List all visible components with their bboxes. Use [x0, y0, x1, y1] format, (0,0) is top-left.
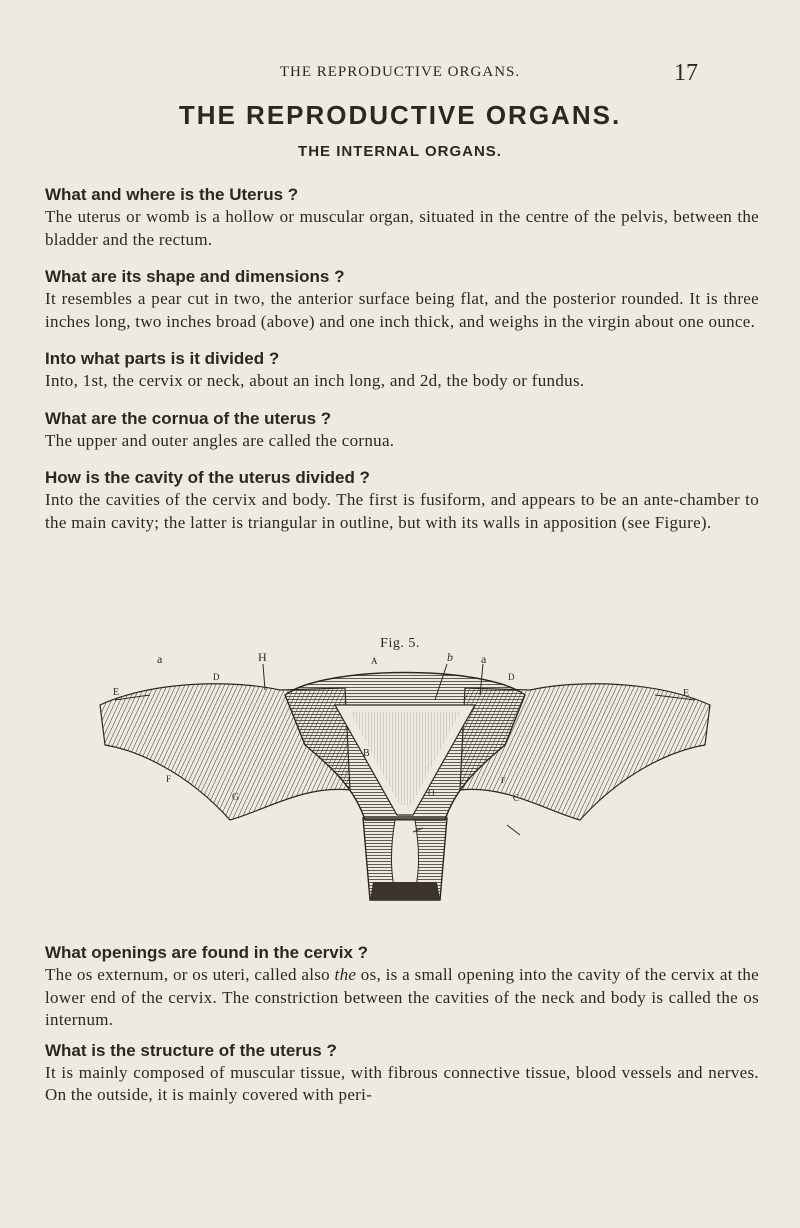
- uterus-diagram: [95, 650, 715, 920]
- fig-label-a-right: a: [481, 652, 487, 666]
- question: What are its shape and dimensions ?: [45, 267, 345, 286]
- fig-label-e-left: E: [113, 687, 120, 698]
- fig-label-f-right: F: [501, 776, 506, 785]
- fig-label-g-left: G: [232, 792, 240, 803]
- answer: [45, 964, 759, 1032]
- answer: Into the cavities of the cervix and body. The first is fusiform, and appears to be an ante-chamber to the main cavity; the latter is triangular in outline, but with its walls in apposition (see Figure).: [45, 490, 759, 532]
- answer-emphasis: the: [334, 965, 357, 984]
- fig-label-c: C: [513, 793, 520, 803]
- running-head: [100, 60, 700, 86]
- answer: The uterus or womb is a hollow or muscular organ, situated in the centre of the pelvis, between the bladder and the rectum.: [45, 207, 759, 249]
- page-number: 17: [674, 60, 698, 86]
- question: What are the cornua of the uterus ?: [45, 408, 332, 428]
- fig-label-d-right: D: [508, 672, 515, 682]
- question: What openings are found in the cervix ?: [45, 943, 369, 962]
- pointer-line: [507, 825, 520, 835]
- os-externum: [370, 882, 440, 900]
- answer: Into, 1st, the cervix or neck, about an inch long, and 2d, the body or fundus.: [45, 371, 585, 390]
- fig-label-f-left: F: [166, 774, 172, 784]
- uterus-illustration: [95, 650, 715, 920]
- fig-label-e-right: E: [683, 688, 690, 699]
- answer-part: os, is a small opening into the cavity of the cervix at the lower end of the cervix. The constriction between the cavities of the neck and body is called the os internum.: [45, 965, 759, 1029]
- question: Into what parts is it divided ?: [45, 349, 280, 368]
- text-block-upper: [45, 184, 759, 534]
- pointer-line: [263, 664, 265, 690]
- answer-part: The os externum, or os uteri, called also: [45, 965, 335, 984]
- figure-caption: Fig. 5.: [380, 636, 420, 651]
- question: What and where is the Uterus ?: [45, 185, 299, 204]
- fig-label-b-cavity: B: [363, 748, 370, 759]
- question: How is the cavity of the uterus divided ?: [45, 468, 370, 487]
- question: What is the structure of the uterus ?: [45, 1040, 337, 1060]
- answer: It resembles a pear cut in two, the anterior surface being flat, and the posterior rounded. It is three inches long, two inches broad (above) and one inch thick, and weighs in the virgin about one ounce.: [45, 289, 759, 331]
- answer: It is mainly composed of muscular tissue, with fibrous connective tissue, blood vessels and nerves. On the outside, it is mainly covered with peri-: [45, 1062, 759, 1104]
- fig-label-h: H: [258, 650, 267, 664]
- answer: The upper and outer angles are called the cornua.: [45, 430, 395, 450]
- text-block-lower: [45, 942, 759, 1107]
- fig-label-b: b: [447, 650, 453, 664]
- running-title: THE REPRODUCTIVE ORGANS.: [279, 64, 521, 80]
- chapter-title: THE REPRODUCTIVE ORGANS.: [178, 100, 622, 130]
- fig-label-a-left: a: [157, 652, 163, 666]
- section-subtitle: THE INTERNAL ORGANS.: [298, 143, 502, 160]
- fig-label-o: O: [428, 788, 435, 798]
- fig-label-a-mid: A: [371, 656, 378, 666]
- fig-label-d-left: D: [213, 672, 220, 682]
